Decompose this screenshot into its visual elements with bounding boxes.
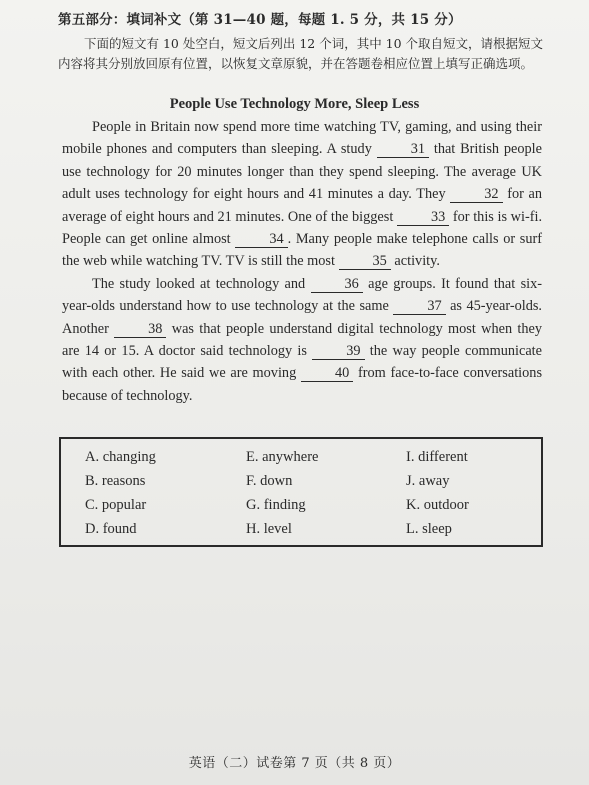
option-e: E. anywhere <box>246 449 319 465</box>
blank-32: 32 <box>450 186 502 203</box>
passage-body <box>62 116 542 407</box>
option-i: I. different <box>406 449 468 465</box>
option-b: B. reasons <box>85 473 146 489</box>
text: age groups. It found that six-year-olds understand how to use technology at the same <box>62 275 543 315</box>
text: The study looked at technology and <box>92 275 306 292</box>
option-j: J. away <box>406 473 450 489</box>
option-d: D. found <box>85 521 137 537</box>
blank-31: 31 <box>377 141 429 158</box>
option-g: G. finding <box>246 497 306 513</box>
text: People in Britain now spend more time watching TV, gaming, and using their mobile phones and computers than sleeping. A study <box>62 119 542 158</box>
text: as 45-year-olds. Another <box>62 298 542 337</box>
section-title: 第五部分：填词补文（第 31—40 题，每题 1. 5 分，共 15 分） <box>58 12 462 28</box>
passage-title: People Use Technology More, Sleep Less <box>169 96 420 112</box>
text: the way people communicate with each other. He said we are moving <box>62 343 542 382</box>
text: activity. <box>394 253 440 270</box>
option-k: K. outdoor <box>406 497 469 513</box>
option-f: F. down <box>246 473 293 489</box>
blank-36: 36 <box>311 276 363 293</box>
blank-40: 40 <box>301 365 353 382</box>
instructions-line-1: 下面的短文有 10 处空白，短文后列出 12 个词，其中 10 个取自短文，请根据短文 <box>84 36 544 51</box>
instructions-line-2: 内容将其分别放回原有位置，以恢复文章原貌，并在答题卷相应位置上填写正确选项。 <box>58 56 534 71</box>
text: . Many people make telephone calls or surf the web while watching TV. TV is still the most <box>62 231 543 270</box>
blank-35: 35 <box>339 253 391 270</box>
text: was that people understand digital technology most when they are 14 or 15. A doctor said technology is <box>62 320 542 360</box>
option-l: L. sleep <box>406 521 452 537</box>
page-footer: 英语（二）试卷第 7 页（共 8 页） <box>188 756 401 771</box>
text: that British people use technology for 20 minutes longer than they spend sleeping. The average UK adult uses technology for eight hours and 41 minutes a day. They <box>62 141 542 203</box>
blank-39: 39 <box>312 343 364 360</box>
paragraph-1 <box>62 116 542 273</box>
option-c: C. popular <box>85 497 147 513</box>
paragraph-2 <box>62 273 542 407</box>
option-a: A. changing <box>85 449 156 465</box>
word-bank-box <box>59 437 543 547</box>
text: from face-to-face conversations because of technology. <box>62 365 543 404</box>
option-h: H. level <box>246 521 292 537</box>
instructions <box>58 34 558 74</box>
blank-33: 33 <box>397 209 449 226</box>
blank-37: 37 <box>393 298 445 315</box>
text: for this is wi-fi. People can get online almost <box>62 208 543 248</box>
blank-34: 34 <box>235 231 287 248</box>
blank-38: 38 <box>114 321 166 338</box>
text: for an average of eight hours and 21 minutes. One of the biggest <box>62 186 543 225</box>
